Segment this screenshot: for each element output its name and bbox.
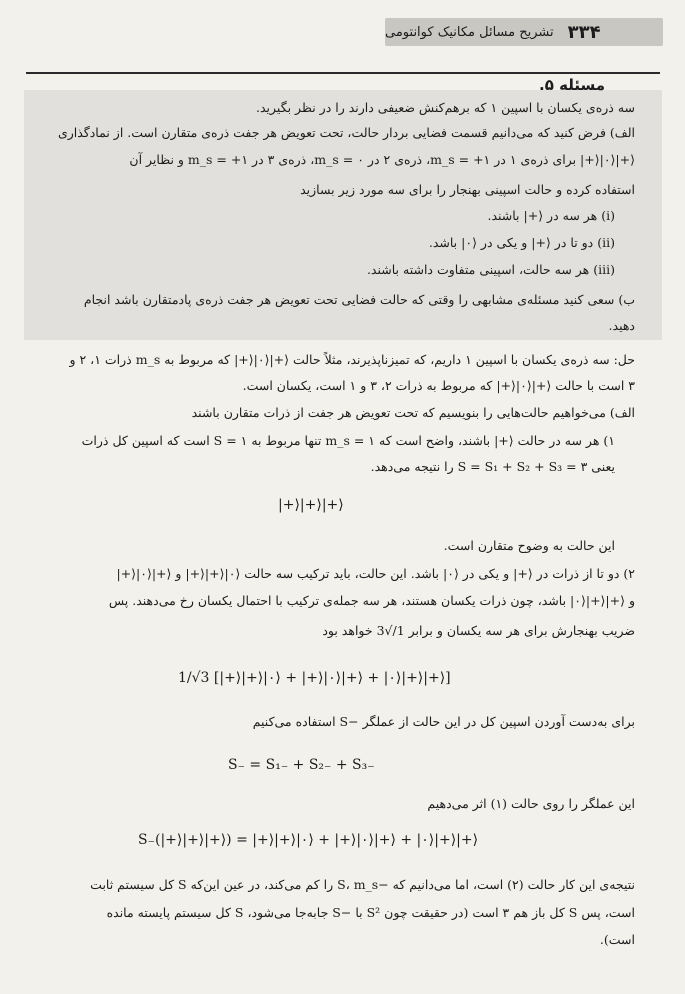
page-number: ۳۳۴: [567, 21, 601, 43]
solution-line1: حل: سه ذره‌ی یکسان با اسپین ۱ داریم، که تمیزناپذیرند، مثلاً حالت ⟨+|⟨۰|⟨+| که مربوط به m_s ذرات ۱، ۲ و: [69, 352, 635, 367]
solution-line13: است، پس S کل باز هم ۳ است (در حقیقت چون S² با −S جابه‌جا می‌شود، S کل سیستم پایسته مانده: [106, 905, 635, 920]
equation-1: |+⟩|+⟩|+⟩: [278, 497, 344, 513]
part-b-line2: دهید.: [608, 318, 635, 333]
header-rule: [26, 72, 660, 74]
solution-line11: این عملگر را روی حالت (۱) اثر می‌دهیم: [427, 796, 635, 811]
equation-2: 1/√3 [|+⟩|+⟩|۰⟩ + |+⟩|۰⟩|+⟩ + |۰⟩|+⟩|+⟩]: [178, 670, 451, 686]
solution-line8: و ⟨+|⟨+|⟨۰| باشد، چون ذرات یکسان هستند، هر سه جمله‌ی ترکیب با احتمال یکسان رخ می‌دهند. پس: [108, 593, 635, 608]
solution-line4: ۱) هر سه در حالت ⟨+| باشند، واضح است که m_s = ۱ تنها مربوط به S = ۱ است که اسپین کل ذرات: [81, 433, 615, 448]
solution-line10: برای به‌دست آوردن اسپین کل در این حالت از عملگر −S استفاده می‌کنیم: [252, 714, 635, 729]
problem-intro: سه ذره‌ی یکسان با اسپین ۱ که برهم‌کنش ضعیفی دارند را در نظر بگیرید.: [256, 100, 635, 115]
solution-line9: ضریب بهنجارش برای هر سه یکسان و برابر 1/√3 خواهد بود: [322, 623, 635, 638]
part-a-line1: الف) فرض کنید که می‌دانیم قسمت فضایی بردار حالت، تحت تعویض هر جفت ذره‌ی متقارن است. از نمادگذاری: [57, 125, 635, 140]
problem-title: مسئله ۵.: [539, 76, 605, 94]
solution-line6: این حالت به وضوح متقارن است.: [443, 538, 615, 553]
running-title: تشریح مسائل مکانیک کوانتومی: [385, 24, 554, 40]
case-ii: (ii) دو تا در ⟨+| و یکی در ⟨۰| باشد.: [428, 235, 615, 250]
solution-line7: ۲) دو تا از ذرات در ⟨+| و یکی در ⟨۰| باشد. این حالت، باید ترکیب سه حالت ⟨۰|⟨+|⟨+| و ⟨+|⟨۰|⟨+|: [116, 566, 635, 581]
equation-4: S₋(|+⟩|+⟩|+⟩) = |+⟩|+⟩|۰⟩ + |+⟩|۰⟩|+⟩ + |۰⟩|+⟩|+⟩: [138, 832, 479, 848]
solution-line12: نتیجه‌ی این کار حالت (۲) است، اما می‌دانیم که −S، m_s را کم می‌کند، در عین این‌که S کل سیستم ثابت: [90, 877, 635, 892]
part-a-line2: ⟨+|⟨۰|⟨+| برای ذره‌ی ۱ در m_s = +۱، ذره‌ی ۲ در ۰ = m_s، ذره‌ی ۳ در m_s = +۱ و نظایر آن: [129, 152, 635, 167]
solution-line2: ۳ است با حالت ⟨+|⟨۰|⟨+| که مربوط به ذرات ۲، ۳ و ۱ است، یکسان است.: [242, 378, 635, 393]
case-i: (i) هر سه در ⟨+| باشند.: [487, 208, 615, 223]
part-b-line1: ب) سعی کنید مسئله‌ی مشابهی را وقتی که حالت فضایی تحت تعویض هر جفت ذره‌ی پادمتقارن باشد انجام: [83, 292, 635, 307]
equation-3: S₋ = S₁₋ + S₂₋ + S₃₋: [228, 757, 375, 773]
page-header: [385, 18, 663, 46]
solution-line5: یعنی S = S₁ + S₂ + S₃ = ۳ را نتیجه می‌دهد.: [370, 459, 615, 474]
solution-line3: الف) می‌خواهیم حالت‌هایی را بنویسیم که تحت تعویض هر جفت از ذرات متقارن باشند: [191, 405, 635, 420]
solution-line14: است).: [599, 932, 635, 947]
part-a-line3: استفاده کرده و حالت اسپینی بهنجار را برای سه مورد زیر بسازید: [300, 182, 635, 197]
case-iii: (iii) هر سه حالت، اسپینی متفاوت داشته باشند.: [366, 262, 615, 277]
